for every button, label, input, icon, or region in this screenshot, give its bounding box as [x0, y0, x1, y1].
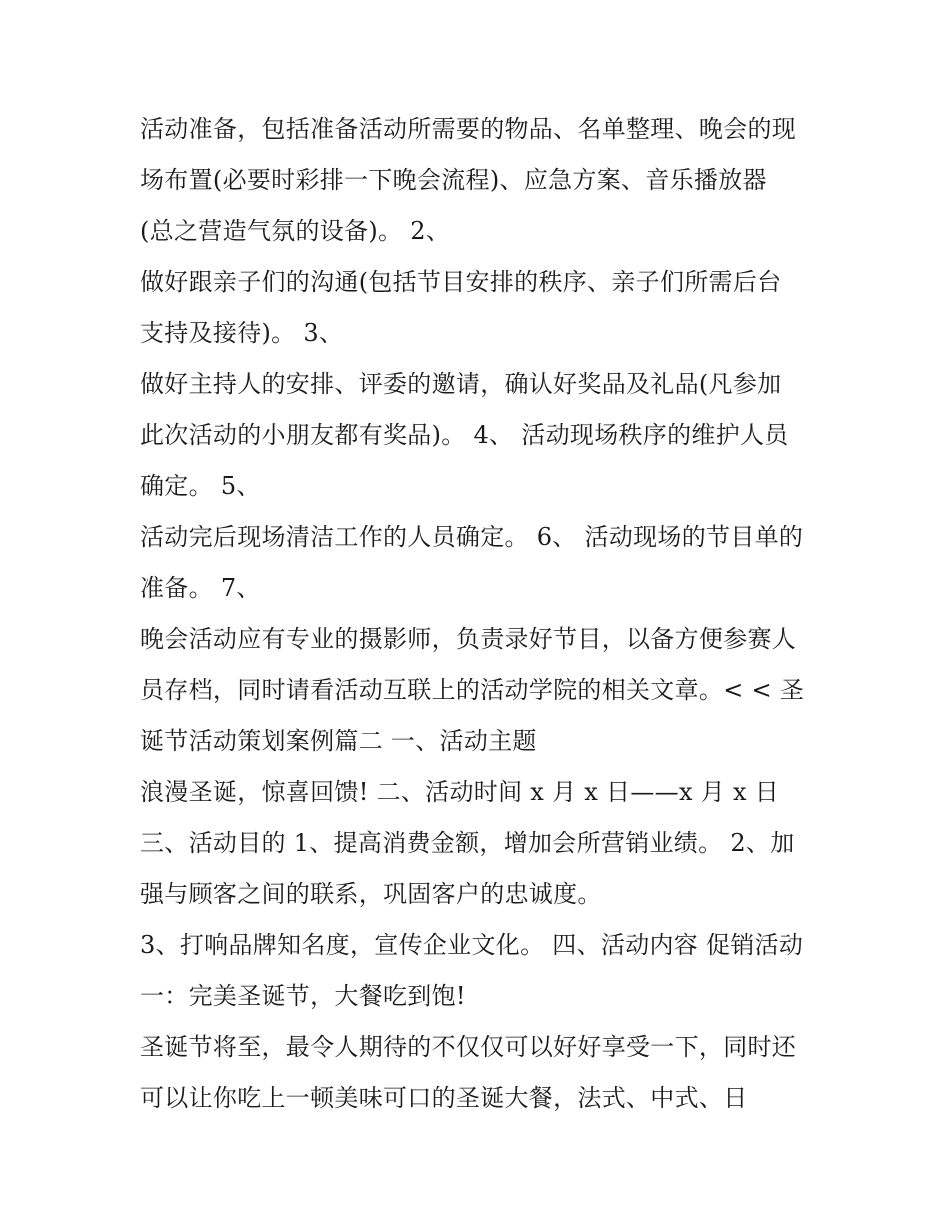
- body-text: [140, 104, 830, 1124]
- text-line: 此次活动的小朋友都有奖品)。 4、 活动现场秩序的维护人员: [140, 421, 789, 449]
- text-line: 可以让你吃上一顿美味可口的圣诞大餐，法式、中式、日: [140, 1084, 748, 1112]
- text-line: 活动完后现场清洁工作的人员确定。 6、 活动现场的节目单的: [140, 523, 804, 551]
- text-line: 三、活动目的 1、提高消费金额，增加会所营销业绩。 2、加: [140, 829, 795, 857]
- text-line: 圣诞节将至，最令人期待的不仅仅可以好好享受一下，同时还: [140, 1033, 797, 1061]
- text-line: 一：完美圣诞节，大餐吃到饱!: [140, 982, 466, 1010]
- text-line: (总之营造气氛的设备)。 2、: [140, 217, 451, 245]
- text-line: 员存档，同时请看活动互联上的活动学院的相关文章。< < 圣: [140, 676, 805, 704]
- text-line: 做好主持人的安排、评委的邀请，确认好奖品及礼品(凡参加: [140, 370, 782, 398]
- text-line: 强与顾客之间的联系，巩固客户的忠诚度。: [140, 880, 602, 908]
- text-line: 活动准备，包括准备活动所需要的物品、名单整理、晚会的现: [140, 115, 797, 143]
- text-line: 浪漫圣诞，惊喜回馈! 二、活动时间 x 月 x 日——x 月 x 日: [140, 778, 780, 806]
- text-line: 诞节活动策划案例篇二 一、活动主题: [140, 727, 537, 755]
- text-line: 确定。 5、: [140, 472, 261, 500]
- text-line: 场布置(必要时彩排一下晚会流程)、应急方案、音乐播放器: [140, 166, 767, 194]
- text-line: 3、打响品牌知名度，宣传企业文化。 四、活动内容 促销活动: [140, 931, 804, 959]
- text-line: 做好跟亲子们的沟通(包括节目安排的秩序、亲子们所需后台: [140, 268, 782, 296]
- text-line: 晚会活动应有专业的摄影师，负责录好节目，以备方便参赛人: [140, 625, 797, 653]
- text-line: 准备。 7、: [140, 574, 261, 602]
- text-line: 支持及接待)。 3、: [140, 319, 344, 347]
